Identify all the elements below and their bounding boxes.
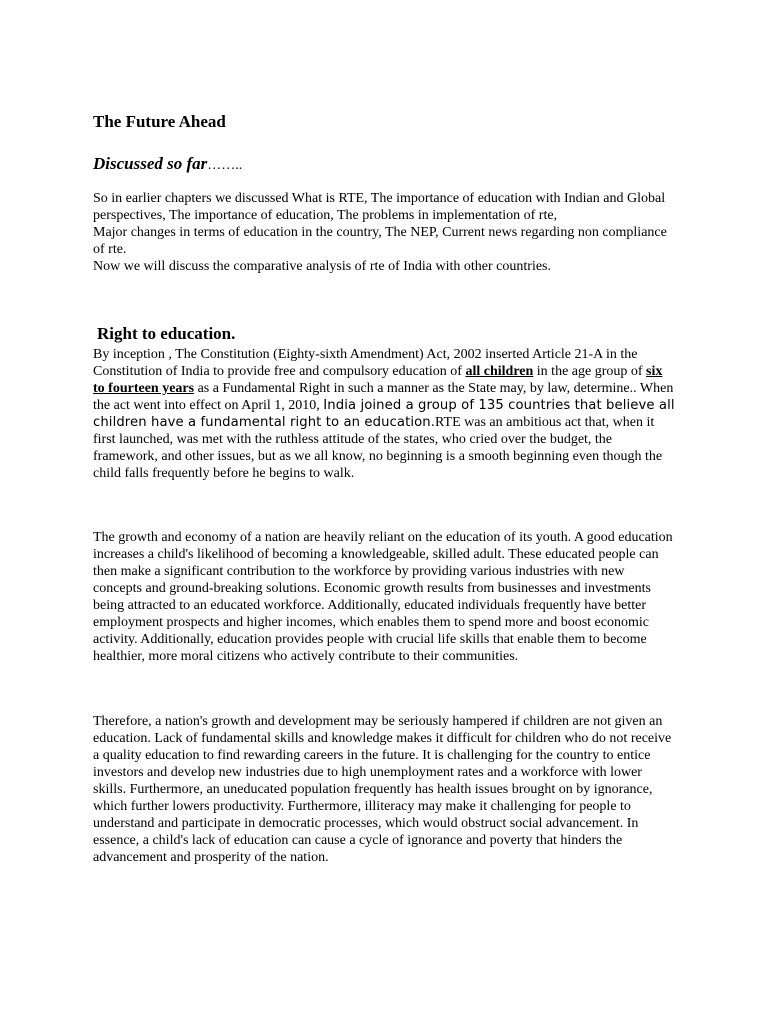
subtitle-text: Discussed so far <box>93 154 208 173</box>
rte-text: By inception , The Constitution (Eighty-sixth Amendment) Act, 2002 inserted Article 21-A in the Constitution of India to provide free and compulsory education of <box>93 347 638 379</box>
intro-line: Major changes in terms of education in the country, The NEP, Current news regarding non compliance of rte. <box>93 225 667 257</box>
section-subtitle <box>93 154 242 174</box>
section-heading-right-to-education: Right to education. <box>97 324 236 343</box>
intro-line: Now we will discuss the comparative analysis of rte of India with other countries. <box>93 259 551 274</box>
emphasis-all-children: all children <box>465 364 534 379</box>
rte-paragraph <box>93 346 675 482</box>
rte-text: as a Fundamental Right in such a manner as the State may, by law, determine.. When the act went into effect on April 1, 2010, <box>93 381 674 413</box>
rte-text: RTE was an ambitious act that, when it first launched, was met with the ruthless attitude of the states, who cried over the budget, the framework, and other issues, but as we all know, no beginning is a smooth beginning even though the child falls frequently before he begins to walk. <box>93 415 663 481</box>
intro-paragraph <box>93 190 675 275</box>
rte-text: in the age group of <box>533 364 647 379</box>
emphasis-age-group: six to fourteen years <box>93 364 663 396</box>
rte-quote-sans: India joined a group of 135 countries that believe all children have a fundamental right to an education. <box>93 398 675 430</box>
intro-line: So in earlier chapters we discussed What is RTE, The importance of education with Indian and Global perspectives, The importance of education, The problems in implementation of rte, <box>93 191 666 223</box>
subtitle-ellipsis: …….. <box>207 158 243 173</box>
growth-paragraph: The growth and economy of a nation are heavily reliant on the education of its youth. A good education increases a child's likelihood of becoming a knowledgeable, skilled adult. These educated people can then make a significant contribution to the workforce by providing various industries with new concepts and ground-breaking solutions. Economic growth results from businesses and investments being attracted to an educated workforce. Additionally, educated individuals frequently have better employment prospects and higher incomes, which enables them to spend more and boost economic activity. Additionally, education provides people with crucial life skills that enable them to become healthier, more moral citizens who actively contribute to their communities. <box>93 530 673 664</box>
document-title: The Future Ahead <box>93 112 226 131</box>
therefore-paragraph: Therefore, a nation's growth and development may be seriously hampered if children are not given an education. Lack of fundamental skills and knowledge makes it difficult for children who do not receive a quality education to find rewarding careers in the future. It is challenging for the country to entice investors and develop new industries due to high unemployment rates and a workforce with lower skills. Furthermore, an uneducated population frequently has health issues brought on by ignorance, which further lowers productivity. Furthermore, illiteracy may make it challenging for people to understand and participate in democratic processes, which would obstruct social advancement. In essence, a child's lack of education can cause a cycle of ignorance and poverty that hinders the advancement and prosperity of the nation. <box>93 714 672 865</box>
